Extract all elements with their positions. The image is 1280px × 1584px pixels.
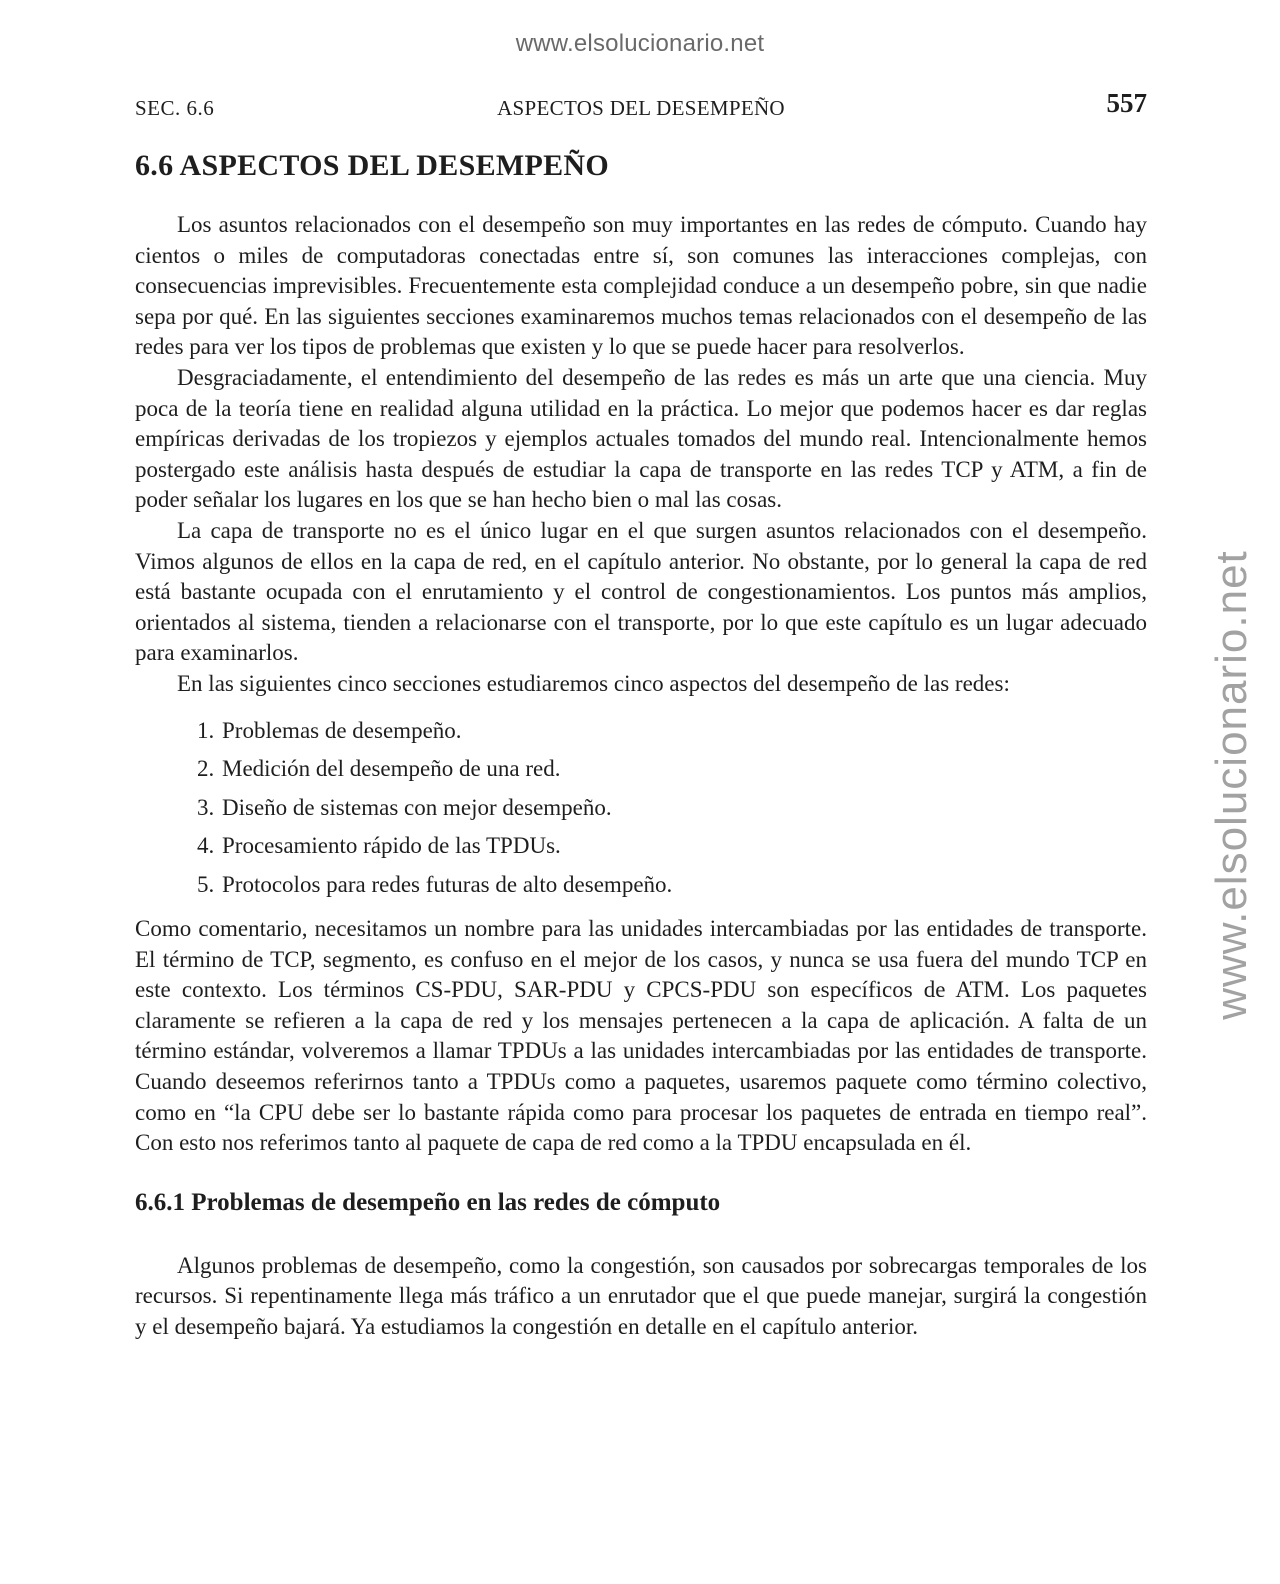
paragraph-terminology: Como comentario, necesitamos un nombre para las unidades intercambiadas por las entidades de transporte. El término de TCP, segmento, es confuso en el mejor de los casos, y nunca se usa fuera del mundo TCP en este contexto. Los términos CS-PDU, SAR-PDU y CPCS-PDU son específicos de ATM. Los paquetes claramente se refieren a la capa de red y los mensajes pertenecen a la capa de aplicación. A falta de un término estándar, volveremos a llamar TPDUs a las unidades intercambiadas por las entidades de transporte. Cuando deseemos referirnos tanto a TPDUs como a paquetes, usaremos paquete como término colectivo, como en “la CPU debe ser lo bastante rápida como para procesar los paquetes de entrada en tiempo real”. Con esto nos referimos tanto al paquete de capa de red como a la TPDU encapsulada en él. <box>135 916 1147 1156</box>
watermark-side: www.elsolucionario.net <box>1207 550 1256 1020</box>
running-head-title: ASPECTOS DEL DESEMPEÑO <box>497 96 785 120</box>
list-item: 3. Diseño de sistemas con mejor desempeño. <box>220 789 1147 828</box>
list-item: 5. Protocolos para redes futuras de alto desempeño. <box>220 866 1147 905</box>
paragraph-transport-layer: La capa de transporte no es el único lugar en el que surgen asuntos relacionados con el desempeño. Vimos algunos de ellos en la capa de red, en el capítulo anterior. No obstante, por lo general la capa de red está bastante ocupada con el enrutamiento y el control de congestionamientos. Los puntos más amplios, orientados al sistema, tienden a relacionarse con el transporte, por lo que este capítulo es un lugar adecuado para examinarlos. <box>135 517 1147 666</box>
running-head-section: SEC. 6.6 <box>135 96 215 120</box>
page-number: 557 <box>1106 88 1147 118</box>
subsection-title: 6.6.1 Problemas de desempeño en las redes de cómputo <box>135 1188 721 1216</box>
list-item: 4. Procesamiento rápido de las TPDUs. <box>220 827 1147 866</box>
page-body <box>135 148 1147 1343</box>
paragraph-congestion: Algunos problemas de desempeño, como la congestión, son causados por sobrecargas temporales de los recursos. Si repentinamente llega más tráfico a un enrutador que el que puede manejar, surgirá la congestión y el desempeño bajará. Ya estudiamos la congestión en detalle en el capítulo anterior. <box>135 1252 1147 1339</box>
watermark-top: www.elsolucionario.net <box>515 30 765 57</box>
paragraph-list-lead: En las siguientes cinco secciones estudiaremos cinco aspectos del desempeño de las redes: <box>177 670 1010 696</box>
running-head <box>135 90 1147 126</box>
topics-list <box>135 712 1147 905</box>
paragraph-understanding: Desgraciadamente, el entendimiento del desempeño de las redes es más un arte que una ciencia. Muy poca de la teoría tiene en realidad alguna utilidad en la práctica. Lo mejor que podemos hacer es dar reglas empíricas derivadas de los tropiezos y ejemplos actuales tomados del mundo real. Intencionalmente hemos postergado este análisis hasta después de estudiar la capa de transporte en las redes TCP y ATM, a fin de poder señalar los lugares en los que se han hecho bien o mal las cosas. <box>135 364 1147 513</box>
section-title: 6.6 ASPECTOS DEL DESEMPEÑO <box>135 149 610 182</box>
list-item: 2. Medición del desempeño de una red. <box>220 750 1147 789</box>
paragraph-intro: Los asuntos relacionados con el desempeño son muy importantes en las redes de cómputo. Cuando hay cientos o miles de computadoras conectadas entre sí, son comunes las interacciones complejas, con consecuencias imprevisibles. Frecuentemente esta complejidad conduce a un desempeño pobre, sin que nadie sepa por qué. En las siguientes secciones examinaremos muchos temas relacionados con el desempeño de las redes para ver los tipos de problemas que existen y lo que se puede hacer para resolverlos. <box>135 212 1147 360</box>
list-item: 1. Problemas de desempeño. <box>220 712 1147 751</box>
